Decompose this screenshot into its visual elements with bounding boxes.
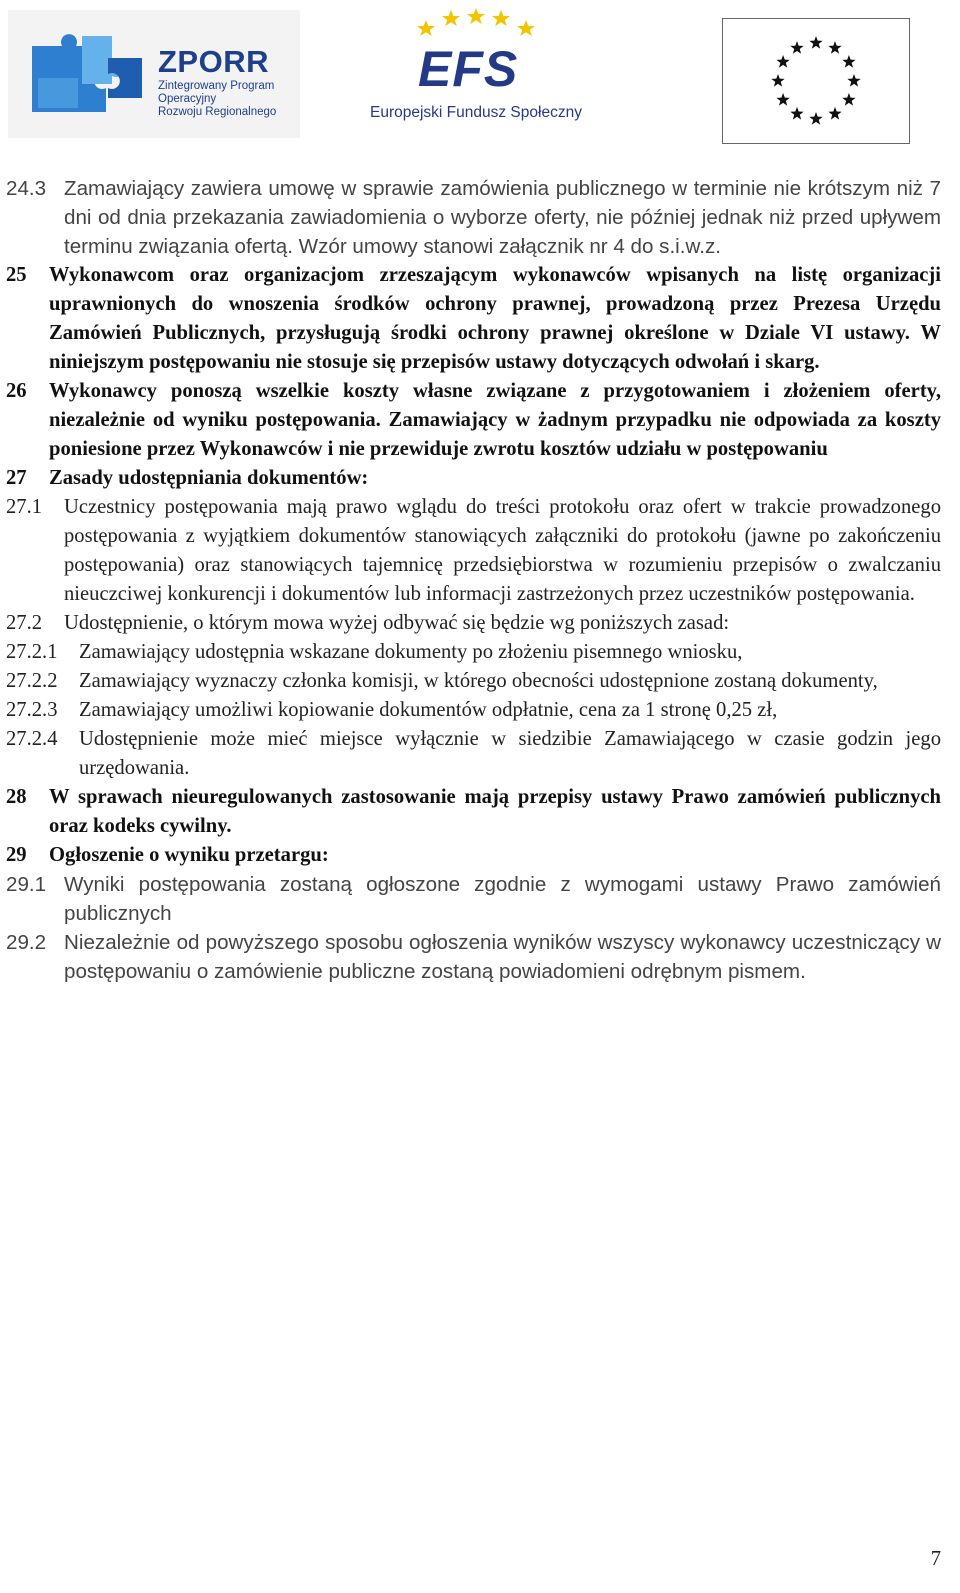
section-28: [0, 783, 960, 841]
section-number: 27.2.4: [6, 728, 58, 750]
section-29-1: [0, 870, 960, 928]
eu-star: [771, 74, 784, 87]
section-29-2: [0, 928, 960, 986]
section-text: Udostępnienie może mieć miejsce wyłącznie w siedzibie Zamawiającego w czasie godzin jego urzędowania.: [79, 728, 941, 779]
efs-mark: EFS: [418, 41, 519, 97]
eu-star: [828, 107, 841, 120]
eu-stars-icon: [723, 19, 909, 143]
eu-star: [790, 41, 803, 54]
section-27-2-4: [0, 725, 960, 783]
eu-star: [809, 112, 822, 125]
section-number: 27.2.2: [6, 670, 58, 692]
section-27-heading: [0, 464, 960, 493]
section-number: 25: [6, 264, 27, 286]
eu-star: [842, 93, 855, 106]
section-number: 29: [6, 844, 27, 866]
zporr-subtitle: Zintegrowany Program Operacyjny Rozwoju Regionalnego: [158, 80, 277, 118]
section-text: Zamawiający zawiera umowę w sprawie zamówienia publicznego w terminie nie krótszym niż 7 dni od dnia przekazania zawiadomienia o wyborze oferty, nie później jednak niż przed upływem terminu związania ofertą. Wzór umowy stanowi załącznik nr 4 do s.i.w.z.: [64, 177, 941, 258]
section-text: Wyniki postępowania zostaną ogłoszone zgodnie z wymogami ustawy Prawo zamówień publicznych: [64, 873, 941, 925]
section-26: [0, 377, 960, 464]
section-number: 27.2.1: [6, 641, 58, 663]
section-text: Ogłoszenie o wyniku przetargu:: [49, 844, 329, 866]
eu-star: [776, 93, 789, 106]
section-27-2-2: [0, 667, 960, 696]
section-number: 27.2.3: [6, 699, 58, 721]
section-number: 29.1: [6, 873, 47, 896]
section-number: 27: [6, 467, 27, 489]
efs-logo: [368, 6, 588, 134]
eu-star: [809, 36, 822, 49]
section-text: Udostępnienie, o którym mowa wyżej odbywać się będzie wg poniższych zasad:: [64, 612, 730, 634]
zporr-logo: [8, 10, 300, 138]
section-text: Zamawiający umożliwi kopiowanie dokumentów odpłatnie, cena za 1 stronę 0,25 zł,: [79, 699, 778, 721]
section-25: [0, 261, 960, 377]
section-text: Zamawiający wyznaczy członka komisji, w którego obecności udostępnione zostaną dokumenty,: [79, 670, 878, 692]
efs-stars-icon: [416, 6, 536, 42]
section-24-3: [0, 174, 960, 261]
section-number: 26: [6, 380, 27, 402]
section-27-2-3: [0, 696, 960, 725]
eu-star: [790, 107, 803, 120]
section-number: 29.2: [6, 931, 47, 954]
section-number: 28: [6, 786, 27, 808]
section-text: Zamawiający udostępnia wskazane dokumenty po złożeniu pisemnego wniosku,: [79, 641, 743, 663]
section-29-heading: [0, 841, 960, 870]
eu-flag-logo: [722, 18, 910, 144]
document-body: [0, 174, 960, 986]
eu-star: [842, 55, 855, 68]
zporr-title: ZPORR: [158, 44, 269, 79]
section-number: 27.1: [6, 496, 43, 518]
section-number: 27.2: [6, 612, 43, 634]
section-text: Wykonawcom oraz organizacjom zrzeszającym wykonawców wpisanych na listę organizacji uprawnionych do wnoszenia środków ochrony prawnej, prowadzoną przez Prezesa Urzędu Zamówień Publicznych, przysługują środki ochrony prawnej określone w Dziale VI ustawy. W niniejszym postępowaniu nie stosuje się przepisów ustawy dotyczących odwołań i skarg.: [49, 264, 941, 373]
section-text: Wykonawcy ponoszą wszelkie koszty własne związane z przygotowaniem i złożeniem oferty, niezależnie od wyniku postępowania. Zamawiający w żadnym przypadku nie odpowiada za koszty poniesione przez Wykonawców i nie przewiduje zwrotu kosztów udziału w postępowaniu: [49, 380, 941, 460]
section-text: Zasady udostępniania dokumentów:: [49, 467, 369, 489]
section-27-2: [0, 609, 960, 638]
eu-star: [847, 74, 860, 87]
efs-name: Europejski Fundusz Społeczny: [370, 104, 582, 121]
section-27-2-1: [0, 638, 960, 667]
section-text: W sprawach nieuregulowanych zastosowanie mają przepisy ustawy Prawo zamówień publicznych oraz kodeks cywilny.: [49, 786, 941, 837]
section-27-1: [0, 493, 960, 609]
section-number: 24.3: [6, 177, 47, 200]
eu-star: [828, 41, 841, 54]
page-number: 7: [930, 1548, 941, 1570]
page-header: [0, 0, 960, 150]
section-text: Niezależnie od powyższego sposobu ogłoszenia wyników wszyscy wykonawcy uczestniczący w postępowaniu o zamówienie publiczne zostaną powiadomieni odrębnym pismem.: [64, 931, 941, 983]
eu-star: [776, 55, 789, 68]
section-text: Uczestnicy postępowania mają prawo wglądu do treści protokołu oraz ofert w trakcie prowadzonego postępowania z wyjątkiem dokumentów stanowiących załączniki do protokołu (jawne po zakończeniu postępowania) oraz stanowiących tajemnicę przedsiębiorstwa w rozumieniu przepisów o zwalczaniu nieuczciwej konkurencji i dokumentów lub informacji zastrzeżonych przez uczestników postępowania.: [64, 496, 941, 605]
puzzle-icon: [28, 32, 148, 116]
